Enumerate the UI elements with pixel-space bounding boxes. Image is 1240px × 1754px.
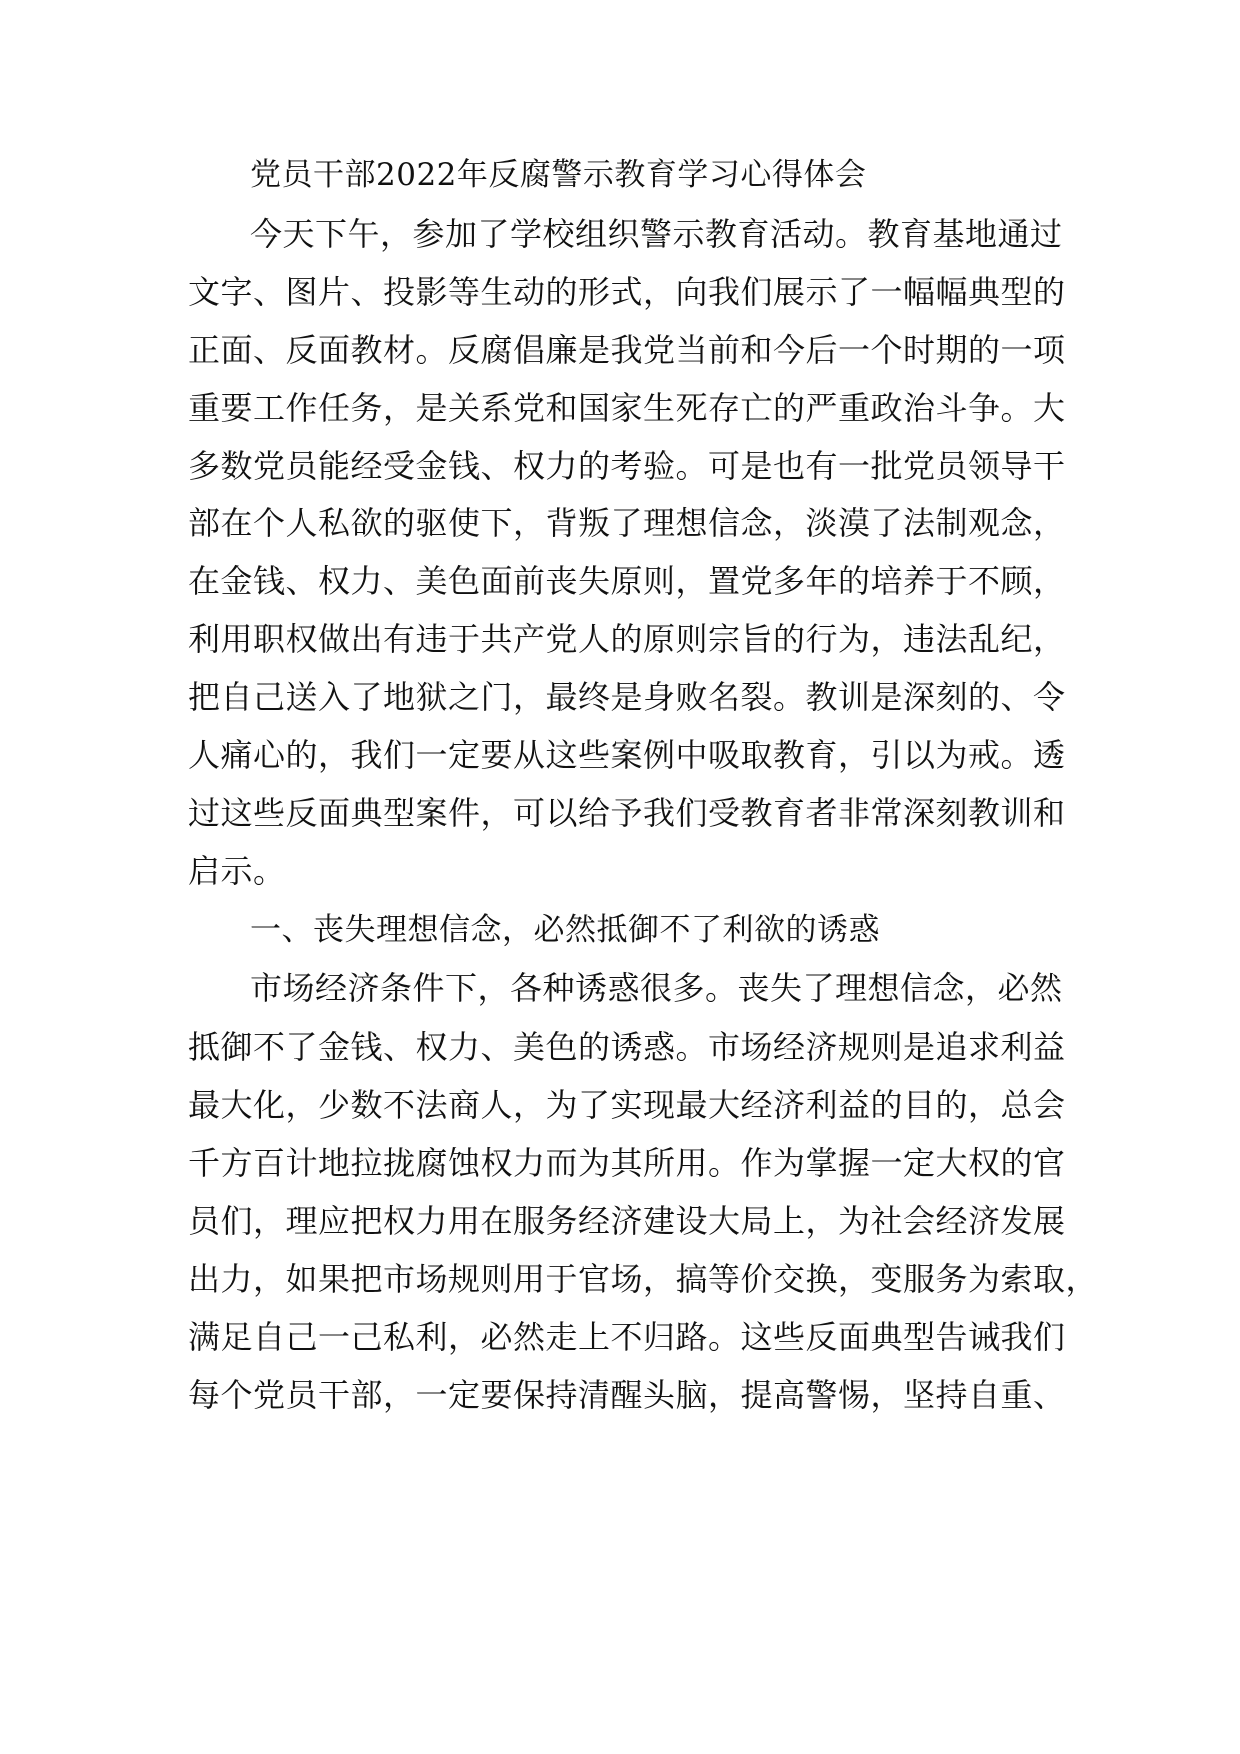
paragraph-1-line: 利用职权做出有违于共产党人的原则宗旨的行为，违法乱纪，	[188, 620, 1066, 658]
paragraph-2-line: 满足自己一己私利，必然走上不归路。这些反面典型告诫我们	[188, 1318, 1066, 1356]
paragraph-1-line: 人痛心的，我们一定要从这些案例中吸取教育，引以为戒。透	[188, 736, 1066, 774]
paragraph-2-line: 出力，如果把市场规则用于官场，搞等价交换，变服务为索取，	[188, 1260, 1099, 1298]
paragraph-1-line: 启示。	[188, 852, 286, 890]
paragraph-2-line: 最大化，少数不法商人，为了实现最大经济利益的目的，总会	[188, 1086, 1066, 1124]
paragraph-2-line: 员们，理应把权力用在服务经济建设大局上，为社会经济发展	[188, 1202, 1066, 1240]
paragraph-2-line: 千方百计地拉拢腐蚀权力而为其所用。作为掌握一定大权的官	[188, 1144, 1066, 1182]
paragraph-2-line: 每个党员干部，一定要保持清醒头脑，提高警惕，坚持自重、	[188, 1376, 1066, 1414]
section-1-heading: 一、丧失理想信念，必然抵御不了利欲的诱惑	[250, 912, 880, 948]
paragraph-1-line: 重要工作任务，是关系党和国家生死存亡的严重政治斗争。大	[188, 389, 1066, 427]
paragraph-1-line: 文字、图片、投影等生动的形式，向我们展示了一幅幅典型的	[188, 273, 1066, 311]
paragraph-1-line: 今天下午，参加了学校组织警示教育活动。教育基地通过	[250, 215, 1063, 253]
paragraph-1-line: 把自己送入了地狱之门，最终是身败名裂。教训是深刻的、令	[188, 678, 1066, 716]
document-title: 党员干部2022年反腐警示教育学习心得体会	[250, 157, 867, 193]
paragraph-2-line: 抵御不了金钱、权力、美色的诱惑。市场经济规则是追求利益	[188, 1028, 1066, 1066]
paragraph-1-line: 过这些反面典型案件，可以给予我们受教育者非常深刻教训和	[188, 794, 1066, 832]
paragraph-2-line: 市场经济条件下，各种诱惑很多。丧失了理想信念，必然	[250, 969, 1063, 1007]
paragraph-1-line: 在金钱、权力、美色面前丧失原则，置党多年的培养于不顾，	[188, 562, 1066, 600]
paragraph-1-line: 部在个人私欲的驱使下，背叛了理想信念，淡漠了法制观念，	[188, 504, 1066, 542]
paragraph-1-line: 多数党员能经受金钱、权力的考验。可是也有一批党员领导干	[188, 447, 1066, 485]
paragraph-1-line: 正面、反面教材。反腐倡廉是我党当前和今后一个时期的一项	[188, 331, 1066, 369]
